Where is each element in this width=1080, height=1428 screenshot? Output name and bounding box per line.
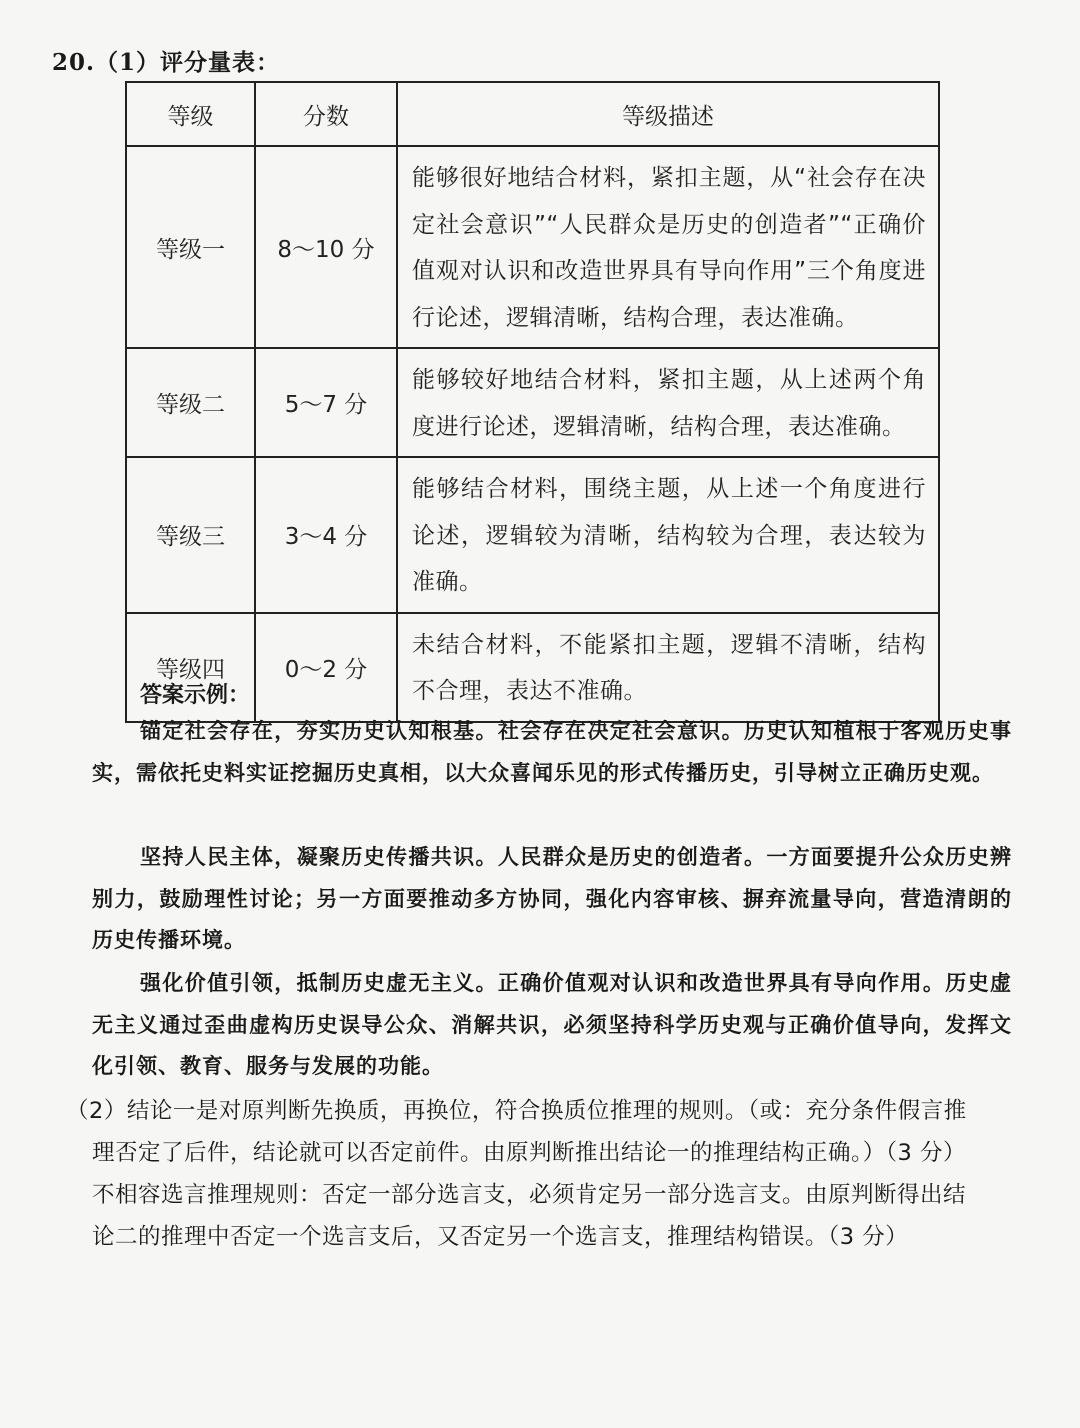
- score-cell: 5～7 分: [255, 348, 397, 457]
- header-level: 等级: [126, 82, 255, 146]
- rubric-header-row: [126, 82, 939, 146]
- level-cell: 等级一: [126, 146, 255, 348]
- header-description: 等级描述: [397, 82, 939, 146]
- rubric-row: [126, 457, 939, 613]
- rubric-row: [126, 348, 939, 457]
- level-cell: 等级二: [126, 348, 255, 457]
- part2-line: 理否定了后件，结论就可以否定前件。由原判断推出结论一的推理结构正确。）（3 分）: [92, 1140, 966, 1166]
- score-cell: 3～4 分: [255, 457, 397, 613]
- part2-line: 不相容选言推理规则：否定一部分选言支，必须肯定另一部分选言支。由原判断得出结: [92, 1182, 967, 1208]
- answer-example-heading: 答案示例：: [140, 683, 251, 708]
- description-cell: 能够很好地结合材料，紧扣主题，从“社会存在决定社会意识”“人民群众是历史的创造者”“正确价值观对认识和改造世界具有导向作用”三个角度进行论述，逻辑清晰，结构合理，表达准确。: [397, 146, 939, 348]
- level-cell: 等级三: [126, 457, 255, 613]
- level-cell: 等级四: [126, 613, 255, 722]
- rubric-table: [125, 81, 940, 723]
- score-cell: 0～2 分: [255, 613, 397, 722]
- part2-line: 论二的推理中否定一个选言支后，又否定另一个选言支，推理结构错误。（3 分）: [92, 1224, 909, 1250]
- score-cell: 8～10 分: [255, 146, 397, 348]
- part2-line: （2）结论一是对原判断先换质，再换位，符合换质位推理的规则。（或：充分条件假言推: [66, 1098, 967, 1124]
- example-paragraph: 坚持人民主体，凝聚历史传播共识。人民群众是历史的创造者。一方面要提升公众历史辨别力，鼓励理性讨论；另一方面要推动多方协同，强化内容审核、摒弃流量导向，营造清朗的历史传播环境。: [92, 844, 1012, 952]
- description-cell: 未结合材料，不能紧扣主题，逻辑不清晰，结构不合理，表达不准确。: [397, 613, 939, 722]
- question-title: 20.（1）评分量表：: [52, 49, 281, 76]
- example-paragraph: 锚定社会存在，夯实历史认知根基。社会存在决定社会意识。历史认知植根于客观历史事实，需依托史料实证挖掘历史真相，以大众喜闻乐见的形式传播历史，引导树立正确历史观。: [92, 718, 1012, 785]
- description-cell: 能够较好地结合材料，紧扣主题，从上述两个角度进行论述，逻辑清晰，结构合理，表达准确。: [397, 348, 939, 457]
- part2-answer: [66, 1090, 1012, 1258]
- header-score: 分数: [255, 82, 397, 146]
- example-paragraph: 强化价值引领，抵制历史虚无主义。正确价值观对认识和改造世界具有导向作用。历史虚无主义通过歪曲虚构历史误导公众、消解共识，必须坚持科学历史观与正确价值导向，发挥文化引领、教育、服务与发展的功能。: [92, 970, 1012, 1078]
- description-cell: 能够结合材料，围绕主题，从上述一个角度进行论述，逻辑较为清晰，结构较为合理，表达较为准确。: [397, 457, 939, 613]
- rubric-row: [126, 146, 939, 348]
